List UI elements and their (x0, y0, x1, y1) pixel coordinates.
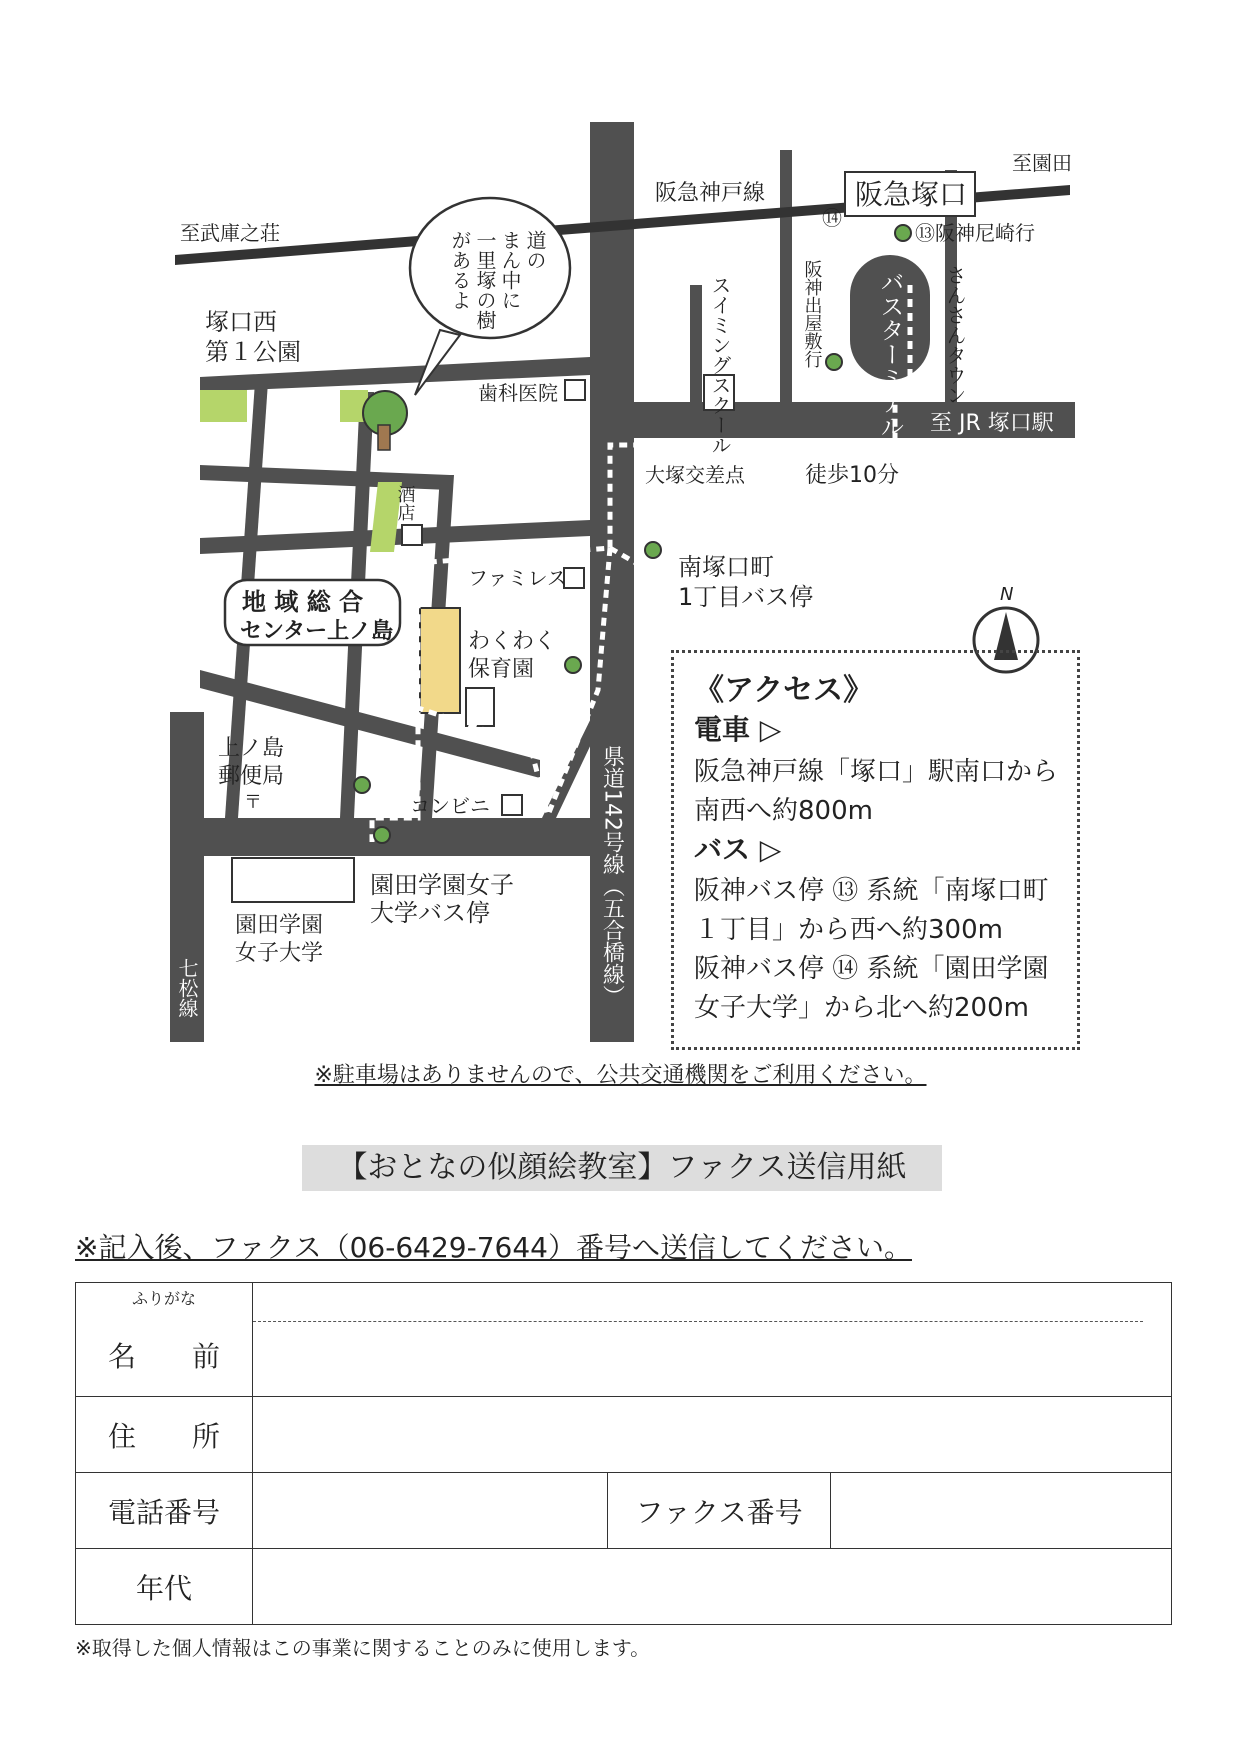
bus-text-2: １丁目」から西へ約300m (694, 915, 1003, 945)
bus-text-3: 阪神バス停 ⑭ 系統「園田学園 (694, 954, 1049, 984)
bus-stop-minami-icon (645, 542, 661, 558)
fax-number-label: ファクス番号 (608, 1473, 831, 1549)
name-input[interactable] (253, 1322, 1171, 1396)
bubble-line-1: 道の (523, 230, 547, 270)
phone-input[interactable] (253, 1473, 608, 1549)
bus-stop-14-icon (826, 354, 842, 370)
address-input[interactable] (253, 1397, 1172, 1473)
bubble-line-3: 一里塚の樹 (473, 230, 497, 330)
address-label: 住 所 (76, 1397, 253, 1473)
bus-text-1: 阪神バス停 ⑬ 系統「南塚口町 (694, 876, 1049, 906)
bus-stop-nursery-icon (565, 657, 581, 673)
swim-road (690, 285, 702, 405)
famires-building (564, 568, 584, 588)
hankyu-line-label: 阪急神戸線 (655, 181, 766, 206)
train-text-2: 南西へ約800m (694, 796, 873, 826)
sonoda-busstop-label-2: 大学バス停 (370, 899, 490, 927)
walk-label: 徒歩10分 (805, 463, 899, 488)
north-label: N (1000, 584, 1014, 605)
phone-label: 電話番号 (76, 1473, 253, 1549)
bus-terminal-label: バスターミナル (876, 270, 904, 438)
nanamatsu-label: 七松線 (175, 958, 199, 1018)
bus-stop-konbini-icon (354, 777, 370, 793)
swimming-label: スイミングスクール (708, 275, 732, 455)
post-mark-icon: 〒 (244, 792, 262, 813)
university-label-2: 女子大学 (235, 941, 324, 966)
dentist-building (565, 380, 585, 400)
to-sonoda-label: 至園田 (1012, 151, 1072, 175)
name-label: 名 前 (107, 1340, 220, 1373)
fax-form-table (75, 1282, 1172, 1625)
bus14-label-1: ⑭ (822, 206, 842, 230)
dentist-label: 歯科医院 (478, 381, 558, 405)
liquor-building (402, 525, 422, 545)
fax-form-title: 【おとなの似顔絵教室】ファクス送信用紙 (302, 1145, 942, 1191)
route142-label: 県道142号線（五合橋線） (599, 745, 625, 1007)
parking-notice: ※駐車場はありませんので、公共交通機関をご利用ください。 (314, 1063, 927, 1088)
konbini-label: コンビニ (410, 794, 490, 818)
fax-instruction: ※記入後、ファクス（06-6429-7644）番号へ送信してください。 (75, 1231, 912, 1264)
bus13-label: ⑬阪神尼崎行 (915, 221, 1035, 245)
privacy-note: ※取得した個人情報はこの事業に関することのみに使用します。 (75, 1636, 651, 1660)
bus-stop-sonoda-icon (374, 827, 390, 843)
minami-busstop-label-2: 1丁目バス停 (678, 583, 814, 611)
nursery-building (466, 688, 494, 726)
bubble-line-2: まん中に (498, 230, 522, 310)
famires-label: ファミレス (468, 566, 567, 590)
sonoda-busstop-label-1: 園田学園女子 (370, 871, 514, 899)
konbini-building (502, 795, 522, 815)
bus-stop-13-icon (895, 225, 911, 241)
park-1 (200, 390, 247, 422)
train-label: 電車 ▷ (694, 713, 782, 746)
age-input[interactable] (253, 1549, 1172, 1625)
nursery-label-1: わくわく (468, 629, 557, 654)
bus-text-4: 女子大学」から北へ約200m (694, 993, 1029, 1023)
fax-number-input[interactable] (831, 1473, 1172, 1549)
bubble-line-4: があるよ (448, 230, 472, 310)
university-label-1: 園田学園 (235, 913, 324, 938)
minami-busstop-label-1: 南塚口町 (678, 553, 774, 581)
to-muko-label: 至武庫之荘 (180, 221, 280, 245)
sansan-town-label: さんさんタウン (943, 265, 967, 405)
name-input-cell[interactable] (253, 1283, 1172, 1397)
university-building (232, 858, 354, 902)
park-label-2: 第１公園 (205, 338, 301, 366)
center-label-2: センター上ノ島 (240, 619, 394, 644)
center-building (420, 608, 460, 713)
south-road (170, 818, 634, 856)
liquor-label: 酒店 (394, 485, 416, 521)
furigana-label: ふりがな (131, 1289, 196, 1308)
intersection-label: 大塚交差点 (645, 463, 745, 487)
to-jr-label: 至 JR 塚口駅 (930, 411, 1054, 436)
post-office-label-1: 上ノ島 (218, 736, 285, 761)
nursery-label-2: 保育園 (468, 657, 535, 682)
access-info-box (671, 650, 1080, 1050)
post-office-label-2: 郵便局 (218, 764, 285, 789)
center-label-1: 地 域 総 合 (242, 588, 364, 616)
access-title: 《アクセス》 (694, 673, 874, 708)
bus-label: バス ▷ (694, 833, 782, 866)
age-label: 年代 (76, 1549, 253, 1625)
train-text-1: 阪急神戸線「塚口」駅南口から (694, 757, 1059, 787)
bus14-label-2: 阪神出屋敷行 (801, 260, 823, 368)
name-label-cell (76, 1283, 253, 1397)
station-road-1 (780, 150, 792, 405)
station-label: 阪急塚口 (855, 178, 968, 211)
furigana-input[interactable] (253, 1283, 1143, 1322)
park-label-1: 塚口西 (205, 308, 277, 336)
